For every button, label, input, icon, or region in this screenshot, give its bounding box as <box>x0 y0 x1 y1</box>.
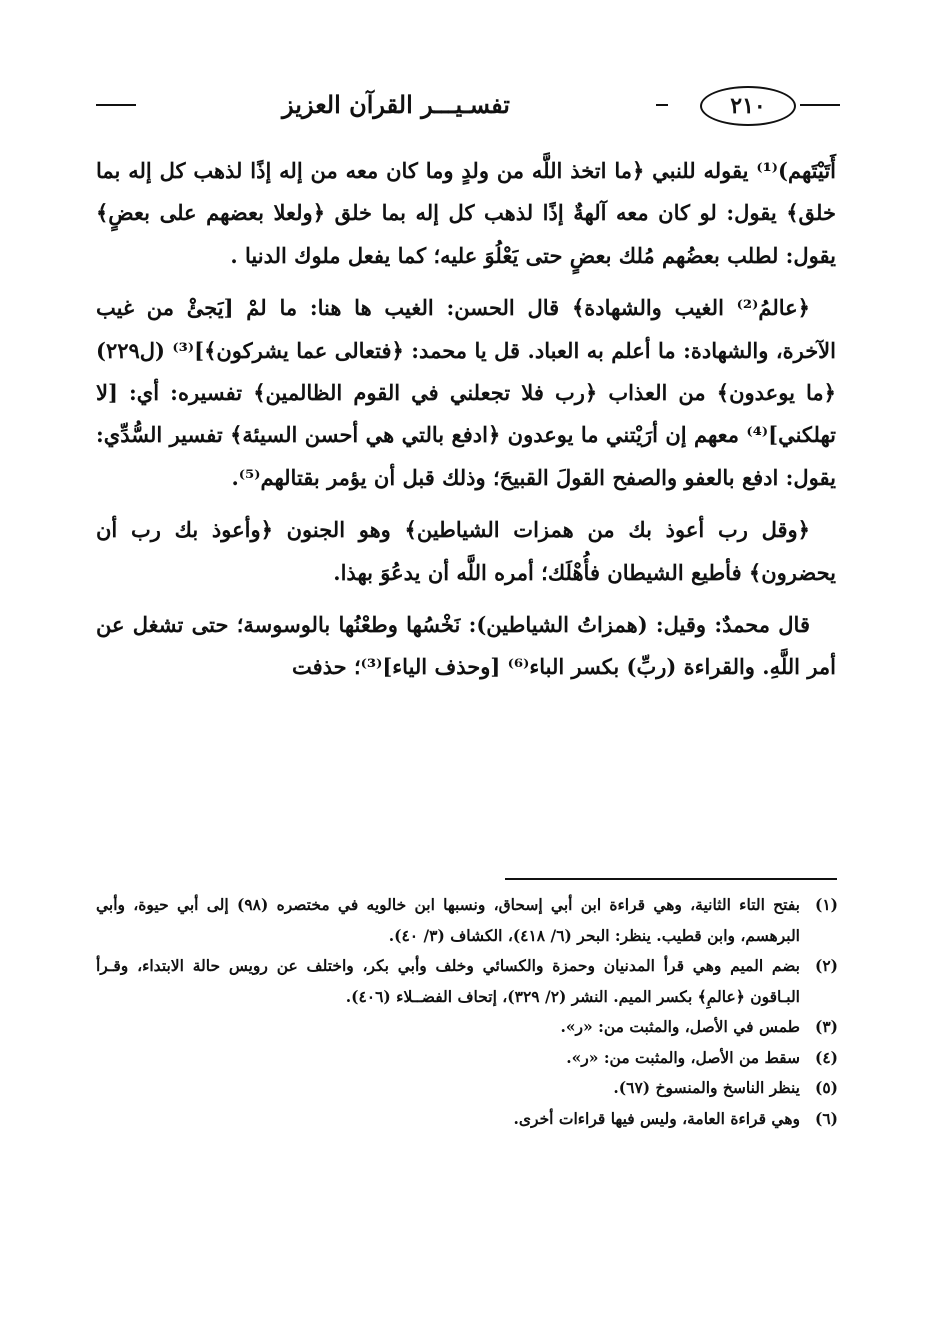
footnote <box>96 890 838 951</box>
footnote-number: (٤) <box>814 1047 838 1067</box>
footnote <box>96 1104 838 1135</box>
paragraph: قال محمدٌ: وقيل: (همزاتُ الشياطين): نَخْسُها وطعْنُها بالوسوسة؛ حتى تشغل عن أمر اللَّهِ. والقراءة (ربِّ) بكسر الباء⁽⁶⁾ [وحذف الياء]⁽³⁾؛ حذفت <box>96 612 836 680</box>
header-rule-right <box>800 104 840 106</box>
footnotes <box>96 890 838 1134</box>
footnote-number: (٣) <box>814 1017 838 1036</box>
footnote-text: ينظر الناسخ والمنسوخ (٦٧). <box>613 1078 800 1097</box>
page-number: ٢١٠ <box>700 86 796 126</box>
footnote <box>96 951 838 1012</box>
footnote <box>96 1043 838 1074</box>
footnote-text: بضم الميم وهي قرأ المدنيان وحمزة والكسائي وخلف وأبي بكر، واختلف عن رويس حالة الابتداء، وقـرأ البـاقون ﴿عالمِ﴾ بكسر الميم. النشر (٢/ ٣٢٩)، إتحاف الفضــلاء (٤٠٦). <box>96 956 800 1006</box>
paragraph: ﴿وقل رب أعوذ بك من همزات الشياطين﴾ وهو الجنون ﴿وأعوذ بك رب أن يحضرون﴾ فأطيع الشيطان فأُهْلَك؛ أمره اللَّه أن يدعُوَ بهذا. <box>96 517 836 585</box>
footnote <box>96 1012 838 1043</box>
footnote-text: سقط من الأصل، والمثبت من: «ر». <box>566 1047 800 1067</box>
footnote-number: (١) <box>814 895 838 914</box>
paragraph: ﴿عالمُ⁽²⁾ الغيب والشهادة﴾ قال الحسن: الغيب ها هنا: ما لمْ [يَجئْ من غيب الآخرة، والشهادة: ما أعلم به العباد. قل يا محمد: ﴿فتعالى عما يشركون﴾]⁽³⁾ (ل٢٢٩) ﴿ما يوعدون﴾ من العذاب ﴿رب فلا تجعلني في القوم الظالمين﴾ تفسيره: أي: [لا تهلكني]⁽⁴⁾ معهم إن أرَيْتني ما يوعدون ﴿ادفع بالتي هي أحسن السيئة﴾ تفسير السُّدِّي: يقول: ادفع بالعفو والصفح القولَ القبيحَ؛ وذلك قبل أن يؤمر بقتالهم⁽⁵⁾. <box>96 295 836 490</box>
page-header <box>96 80 840 128</box>
footnote-number: (٦) <box>814 1108 838 1128</box>
footnote-number: (٥) <box>814 1078 838 1097</box>
paragraph: أَتَيْتَهم)⁽¹⁾ يقوله للنبي ﴿ما اتخذ اللَّه من ولدٍ وما كان معه من إله إذًا لذهب كل إله بما خلق﴾ يقول: لو كان معه آلهةٌ إذًا لذهب كل إله بما خلق ﴿ولعلا بعضهم على بعضٍ﴾ يقول: لطلب بعضُهم مُلك بعضٍ حتى يَعْلُوَ عليه؛ كما يفعل ملوك الدنيا . <box>96 158 836 268</box>
footnote-separator <box>505 878 837 880</box>
running-title-text: تفسـيـــر القرآن العزيز <box>272 90 520 119</box>
footnote-text: بفتح التاء الثانية، وهي قراءة ابن أبي إسحاق، ونسبها ابن خالويه في مختصره (٩٨) إلى أبي حيوة، وأبي البرهسم، وابن قطيب. ينظر: البحر (٦/ ٤١٨)، الكشاف (٣/ ٤٠). <box>96 895 800 945</box>
running-title <box>136 86 656 122</box>
footnote <box>96 1073 838 1104</box>
footnote-text: وهي قراءة العامة، وليس فيها قراءات أخرى. <box>513 1108 800 1128</box>
footnote-text: طمس في الأصل، والمثبت من: «ر». <box>560 1017 800 1036</box>
main-text <box>96 150 836 699</box>
footnote-number: (٢) <box>814 956 838 975</box>
